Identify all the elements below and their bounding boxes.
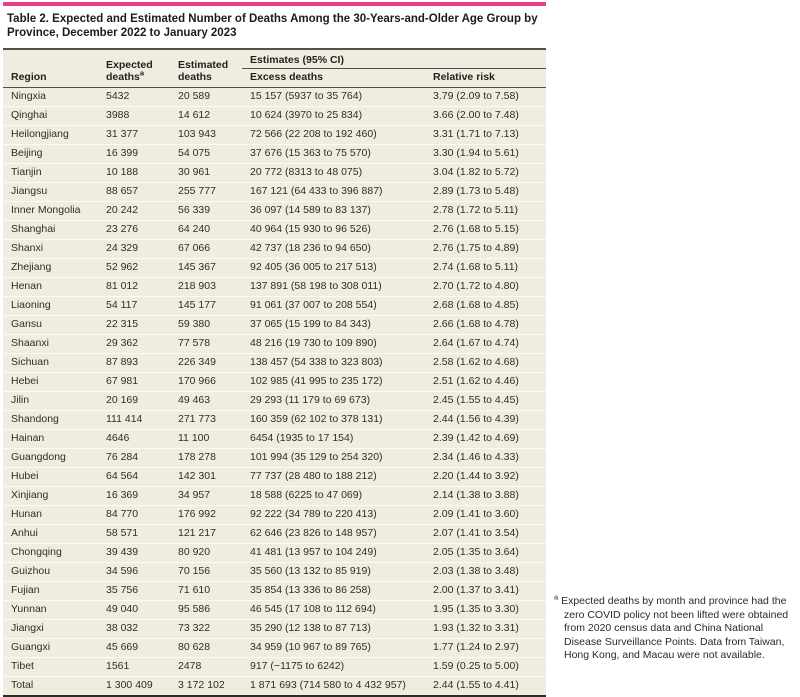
column-header-excess-deaths: Excess deaths (242, 69, 425, 88)
expected-deaths-cell: 58 571 (98, 525, 170, 544)
table-row (3, 468, 546, 487)
expected-deaths-cell: 64 564 (98, 468, 170, 487)
table-row (3, 145, 546, 164)
excess-deaths-cell: 62 646 (23 826 to 148 957) (242, 525, 425, 544)
excess-deaths-cell: 35 290 (12 138 to 87 713) (242, 620, 425, 639)
region-cell: Heilongjiang (3, 126, 98, 145)
expected-deaths-cell: 20 169 (98, 392, 170, 411)
table-row (3, 620, 546, 639)
excess-deaths-cell: 92 222 (34 789 to 220 413) (242, 506, 425, 525)
table-row (3, 316, 546, 335)
relative-risk-cell: 1.77 (1.24 to 2.97) (425, 639, 546, 658)
region-cell: Hainan (3, 430, 98, 449)
column-header-relative-risk: Relative risk (425, 69, 546, 88)
table-title: Table 2. Expected and Estimated Number of Deaths Among the 30-Years-and-Older Age Group by Province, December 2022 to January 2023 (7, 13, 538, 39)
estimated-deaths-cell: 3 172 102 (170, 677, 242, 697)
table-body (3, 88, 546, 697)
estimated-deaths-cell: 226 349 (170, 354, 242, 373)
estimated-deaths-cell: 49 463 (170, 392, 242, 411)
region-cell: Qinghai (3, 107, 98, 126)
relative-risk-cell: 2.34 (1.46 to 4.33) (425, 449, 546, 468)
estimated-deaths-cell: 121 217 (170, 525, 242, 544)
estimated-deaths-cell: 176 992 (170, 506, 242, 525)
region-cell: Jilin (3, 392, 98, 411)
region-cell: Liaoning (3, 297, 98, 316)
table-row (3, 259, 546, 278)
expected-deaths-cell: 1 300 409 (98, 677, 170, 697)
table-header (3, 49, 546, 88)
excess-deaths-cell: 41 481 (13 957 to 104 249) (242, 544, 425, 563)
expected-deaths-cell: 20 242 (98, 202, 170, 221)
excess-deaths-cell: 91 061 (37 007 to 208 554) (242, 297, 425, 316)
estimated-deaths-cell: 11 100 (170, 430, 242, 449)
relative-risk-cell: 2.64 (1.67 to 4.74) (425, 335, 546, 354)
estimated-deaths-cell: 59 380 (170, 316, 242, 335)
region-cell: Shandong (3, 411, 98, 430)
relative-risk-cell: 2.07 (1.41 to 3.54) (425, 525, 546, 544)
relative-risk-cell: 2.20 (1.44 to 3.92) (425, 468, 546, 487)
region-cell: Hebei (3, 373, 98, 392)
excess-deaths-cell: 48 216 (19 730 to 109 890) (242, 335, 425, 354)
table2-container (3, 2, 546, 697)
expected-deaths-cell: 35 756 (98, 582, 170, 601)
region-cell: Chongqing (3, 544, 98, 563)
estimated-deaths-cell: 142 301 (170, 468, 242, 487)
excess-deaths-cell: 167 121 (64 433 to 396 887) (242, 183, 425, 202)
estimated-deaths-cell: 95 586 (170, 601, 242, 620)
table-row (3, 240, 546, 259)
table-row (3, 544, 546, 563)
estimated-deaths-cell: 80 920 (170, 544, 242, 563)
region-cell: Fujian (3, 582, 98, 601)
expected-deaths-cell: 34 596 (98, 563, 170, 582)
excess-deaths-cell: 137 891 (58 198 to 308 011) (242, 278, 425, 297)
estimated-deaths-cell: 178 278 (170, 449, 242, 468)
expected-deaths-cell: 88 657 (98, 183, 170, 202)
expected-deaths-cell: 10 188 (98, 164, 170, 183)
estimated-deaths-cell: 170 966 (170, 373, 242, 392)
estimated-deaths-cell: 255 777 (170, 183, 242, 202)
column-header-estimated-deaths: Estimated deaths (170, 49, 242, 88)
relative-risk-cell: 2.45 (1.55 to 4.45) (425, 392, 546, 411)
relative-risk-cell: 2.09 (1.41 to 3.60) (425, 506, 546, 525)
relative-risk-cell: 2.74 (1.68 to 5.11) (425, 259, 546, 278)
table-row (3, 563, 546, 582)
expected-deaths-label: Expected deaths (106, 59, 153, 83)
expected-deaths-cell: 81 012 (98, 278, 170, 297)
accent-bar (3, 2, 546, 6)
relative-risk-cell: 1.93 (1.32 to 3.31) (425, 620, 546, 639)
region-cell: Tibet (3, 658, 98, 677)
column-header-region: Region (3, 49, 98, 88)
expected-deaths-cell: 23 276 (98, 221, 170, 240)
region-cell: Yunnan (3, 601, 98, 620)
relative-risk-cell: 2.39 (1.42 to 4.69) (425, 430, 546, 449)
table-row (3, 88, 546, 107)
estimated-deaths-cell: 271 773 (170, 411, 242, 430)
region-cell: Inner Mongolia (3, 202, 98, 221)
relative-risk-cell: 2.44 (1.55 to 4.41) (425, 677, 546, 697)
estimated-deaths-cell: 103 943 (170, 126, 242, 145)
excess-deaths-cell: 34 959 (10 967 to 89 765) (242, 639, 425, 658)
table-row (3, 202, 546, 221)
relative-risk-cell: 1.59 (0.25 to 5.00) (425, 658, 546, 677)
excess-deaths-cell: 101 994 (35 129 to 254 320) (242, 449, 425, 468)
table-row (3, 335, 546, 354)
relative-risk-cell: 2.76 (1.68 to 5.15) (425, 221, 546, 240)
table-row (3, 126, 546, 145)
expected-deaths-cell: 39 439 (98, 544, 170, 563)
table-row (3, 354, 546, 373)
excess-deaths-cell: 35 854 (13 336 to 86 258) (242, 582, 425, 601)
table-row (3, 449, 546, 468)
table-row (3, 107, 546, 126)
expected-deaths-cell: 5432 (98, 88, 170, 107)
estimated-deaths-cell: 67 066 (170, 240, 242, 259)
footnote-marker: a (554, 592, 559, 602)
excess-deaths-cell: 77 737 (28 480 to 188 212) (242, 468, 425, 487)
table-row (3, 430, 546, 449)
table-row (3, 373, 546, 392)
region-cell: Ningxia (3, 88, 98, 107)
relative-risk-cell: 2.03 (1.38 to 3.48) (425, 563, 546, 582)
excess-deaths-cell: 1 871 693 (714 580 to 4 432 957) (242, 677, 425, 697)
table-row (3, 582, 546, 601)
excess-deaths-cell: 72 566 (22 208 to 192 460) (242, 126, 425, 145)
expected-deaths-cell: 3988 (98, 107, 170, 126)
region-cell: Shaanxi (3, 335, 98, 354)
table-row (3, 297, 546, 316)
expected-deaths-cell: 87 893 (98, 354, 170, 373)
region-cell: Sichuan (3, 354, 98, 373)
region-cell: Henan (3, 278, 98, 297)
table-row (3, 601, 546, 620)
region-cell: Jiangxi (3, 620, 98, 639)
table-footnote (554, 592, 794, 663)
estimated-deaths-cell: 2478 (170, 658, 242, 677)
relative-risk-cell: 2.14 (1.38 to 3.88) (425, 487, 546, 506)
excess-deaths-cell: 36 097 (14 589 to 83 137) (242, 202, 425, 221)
relative-risk-cell: 2.58 (1.62 to 4.68) (425, 354, 546, 373)
excess-deaths-cell: 102 985 (41 995 to 235 172) (242, 373, 425, 392)
estimated-deaths-cell: 218 903 (170, 278, 242, 297)
relative-risk-cell: 2.00 (1.37 to 3.41) (425, 582, 546, 601)
expected-deaths-cell: 22 315 (98, 316, 170, 335)
table-row (3, 183, 546, 202)
estimated-deaths-cell: 20 589 (170, 88, 242, 107)
excess-deaths-cell: 42 737 (18 236 to 94 650) (242, 240, 425, 259)
region-cell: Total (3, 677, 98, 697)
expected-deaths-cell: 67 981 (98, 373, 170, 392)
table-row (3, 525, 546, 544)
estimated-deaths-cell: 80 628 (170, 639, 242, 658)
expected-deaths-cell: 76 284 (98, 449, 170, 468)
region-cell: Hunan (3, 506, 98, 525)
estimated-deaths-cell: 77 578 (170, 335, 242, 354)
estimated-deaths-cell: 34 957 (170, 487, 242, 506)
estimated-deaths-cell: 56 339 (170, 202, 242, 221)
table-row (3, 411, 546, 430)
relative-risk-cell: 2.05 (1.35 to 3.64) (425, 544, 546, 563)
excess-deaths-cell: 37 065 (15 199 to 84 343) (242, 316, 425, 335)
column-header-expected-deaths (98, 49, 170, 88)
total-row (3, 677, 546, 697)
region-cell: Guizhou (3, 563, 98, 582)
excess-deaths-cell: 20 772 (8313 to 48 075) (242, 164, 425, 183)
relative-risk-cell: 3.30 (1.94 to 5.61) (425, 145, 546, 164)
estimated-deaths-cell: 54 075 (170, 145, 242, 164)
relative-risk-cell: 2.89 (1.73 to 5.48) (425, 183, 546, 202)
estimated-deaths-cell: 71 610 (170, 582, 242, 601)
table-row (3, 506, 546, 525)
estimated-deaths-cell: 145 177 (170, 297, 242, 316)
estimated-deaths-cell: 14 612 (170, 107, 242, 126)
relative-risk-cell: 2.51 (1.62 to 4.46) (425, 373, 546, 392)
deaths-by-province-table (3, 48, 546, 697)
relative-risk-cell: 2.70 (1.72 to 4.80) (425, 278, 546, 297)
expected-deaths-cell: 4646 (98, 430, 170, 449)
table-row (3, 221, 546, 240)
region-cell: Hubei (3, 468, 98, 487)
expected-deaths-cell: 49 040 (98, 601, 170, 620)
region-cell: Zhejiang (3, 259, 98, 278)
region-cell: Shanxi (3, 240, 98, 259)
expected-deaths-cell: 24 329 (98, 240, 170, 259)
region-cell: Jiangsu (3, 183, 98, 202)
estimated-deaths-cell: 64 240 (170, 221, 242, 240)
relative-risk-cell: 2.76 (1.75 to 4.89) (425, 240, 546, 259)
footnote-reference-a: a (139, 68, 145, 78)
expected-deaths-cell: 16 399 (98, 145, 170, 164)
relative-risk-cell: 3.66 (2.00 to 7.48) (425, 107, 546, 126)
region-cell: Xinjiang (3, 487, 98, 506)
excess-deaths-cell: 6454 (1935 to 17 154) (242, 430, 425, 449)
excess-deaths-cell: 46 545 (17 108 to 112 694) (242, 601, 425, 620)
excess-deaths-cell: 92 405 (36 005 to 217 513) (242, 259, 425, 278)
region-cell: Guangxi (3, 639, 98, 658)
relative-risk-cell: 2.66 (1.68 to 4.78) (425, 316, 546, 335)
excess-deaths-cell: 138 457 (54 338 to 323 803) (242, 354, 425, 373)
expected-deaths-cell: 31 377 (98, 126, 170, 145)
excess-deaths-cell: 10 624 (3970 to 25 834) (242, 107, 425, 126)
excess-deaths-cell: 40 964 (15 930 to 96 526) (242, 221, 425, 240)
expected-deaths-cell: 16 369 (98, 487, 170, 506)
relative-risk-cell: 3.04 (1.82 to 5.72) (425, 164, 546, 183)
region-cell: Anhui (3, 525, 98, 544)
table-row (3, 658, 546, 677)
column-group-estimates-ci: Estimates (95% CI) (242, 49, 546, 69)
relative-risk-cell: 2.78 (1.72 to 5.11) (425, 202, 546, 221)
excess-deaths-cell: 917 (−1175 to 6242) (242, 658, 425, 677)
excess-deaths-cell: 29 293 (11 179 to 69 673) (242, 392, 425, 411)
estimated-deaths-cell: 70 156 (170, 563, 242, 582)
excess-deaths-cell: 35 560 (13 132 to 85 919) (242, 563, 425, 582)
expected-deaths-cell: 54 117 (98, 297, 170, 316)
region-cell: Guangdong (3, 449, 98, 468)
region-cell: Tianjin (3, 164, 98, 183)
relative-risk-cell: 1.95 (1.35 to 3.30) (425, 601, 546, 620)
relative-risk-cell: 3.31 (1.71 to 7.13) (425, 126, 546, 145)
expected-deaths-cell: 38 032 (98, 620, 170, 639)
estimated-deaths-cell: 30 961 (170, 164, 242, 183)
expected-deaths-cell: 111 414 (98, 411, 170, 430)
expected-deaths-cell: 29 362 (98, 335, 170, 354)
footnote-text: Expected deaths by month and province had the zero COVID policy not been lifted were obtained from 2020 census data and China National Disease Surveillance Points. Data from Taiwan, Hong Kong, and Macau were not available. (561, 595, 789, 661)
region-cell: Gansu (3, 316, 98, 335)
relative-risk-cell: 3.79 (2.09 to 7.58) (425, 88, 546, 107)
region-cell: Beijing (3, 145, 98, 164)
estimated-deaths-cell: 145 367 (170, 259, 242, 278)
table-row (3, 392, 546, 411)
expected-deaths-cell: 52 962 (98, 259, 170, 278)
excess-deaths-cell: 37 676 (15 363 to 75 570) (242, 145, 425, 164)
table-row (3, 487, 546, 506)
region-cell: Shanghai (3, 221, 98, 240)
expected-deaths-cell: 1561 (98, 658, 170, 677)
excess-deaths-cell: 18 588 (6225 to 47 069) (242, 487, 425, 506)
excess-deaths-cell: 15 157 (5937 to 35 764) (242, 88, 425, 107)
table-row (3, 278, 546, 297)
relative-risk-cell: 2.68 (1.68 to 4.85) (425, 297, 546, 316)
excess-deaths-cell: 160 359 (62 102 to 378 131) (242, 411, 425, 430)
estimated-deaths-cell: 73 322 (170, 620, 242, 639)
table-row (3, 164, 546, 183)
table-row (3, 639, 546, 658)
expected-deaths-cell: 45 669 (98, 639, 170, 658)
relative-risk-cell: 2.44 (1.56 to 4.39) (425, 411, 546, 430)
expected-deaths-cell: 84 770 (98, 506, 170, 525)
